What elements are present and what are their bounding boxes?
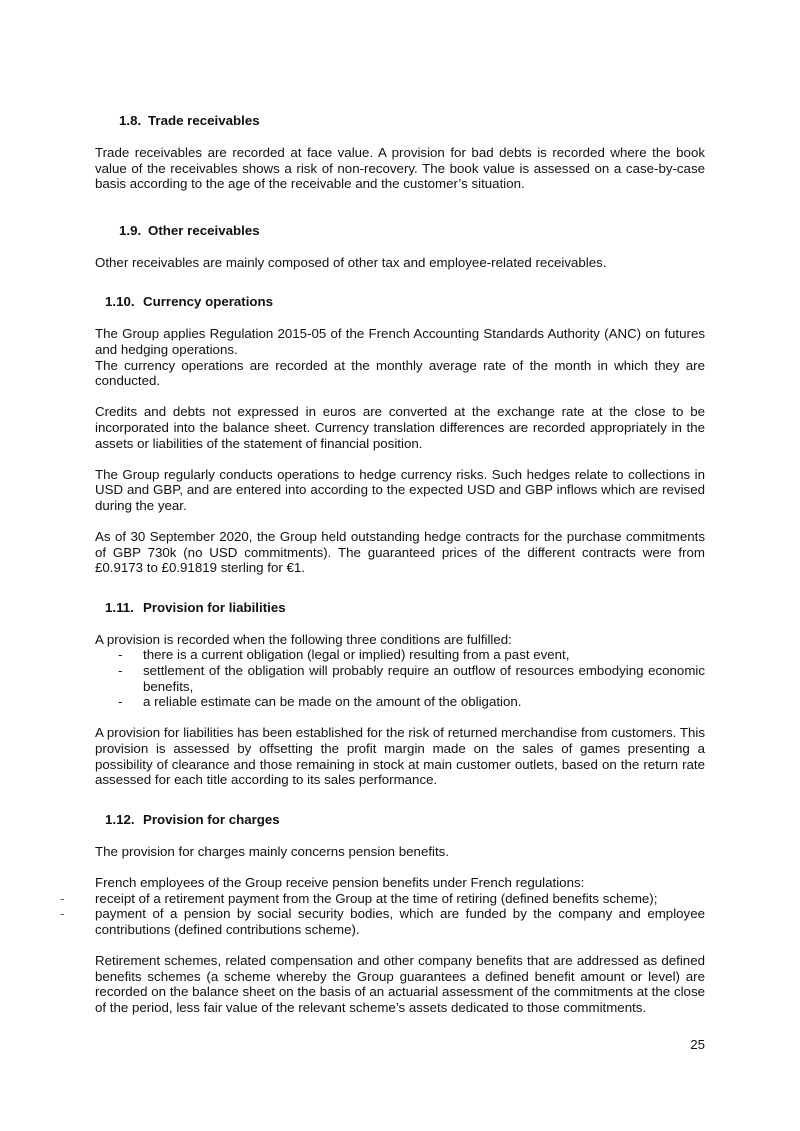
paragraph: The Group applies Regulation 2015-05 of the French Accounting Standards Authority (ANC) on futures and hedging operations. [95,326,705,357]
list-item: - a reliable estimate can be made on the amount of the obligation. [95,694,705,710]
conditions-list [95,647,705,709]
section-number: 1.9. [119,222,142,238]
section-heading-trade-receivables [95,113,705,129]
section-number: 1.8. [119,113,142,128]
paragraph: Trade receivables are recorded at face value. A provision for bad debts is recorded where the book value of the receivables shows a risk of non-recovery. The book value is assessed on a case-by-case basis according to the age of the receivable and the customer’s situation. [95,145,705,192]
paragraph: Other receivables are mainly composed of other tax and employee-related receivables. [95,254,607,270]
paragraph: The Group regularly conducts operations to hedge currency risks. Such hedges relate to collections in USD and GBP, and are entered into according to the expected USD and GBP inflows which are revised during the year. [95,466,705,513]
list-item: - receipt of a retirement payment from the Group at the time of retiring (defined benefits scheme); [95,891,705,907]
section-title: Currency operations [143,294,274,310]
paragraph: A provision is recorded when the following three conditions are fulfilled: [95,631,512,647]
section-title: Provision for liabilities [143,599,286,615]
section-title: Trade receivables [148,113,260,128]
paragraph: The provision for charges mainly concerns pension benefits. [95,843,450,859]
section-title: Provision for charges [143,811,280,827]
paragraph: A provision for liabilities has been established for the risk of returned merchandise from customers. This provision is assessed by offsetting the profit margin made on the sales of games presenting a possibility of clearance and those remaining in stock at main customer outlets, based on the return rate assessed for each title according to its sales performance. [95,725,705,788]
section-number: 1.12. [105,811,135,827]
paragraph: As of 30 September 2020, the Group held outstanding hedge contracts for the purchase commitments of GBP 730k (no USD commitments). The guaranteed prices of the different contracts were from £0.9173 to £0.91819 sterling for €1. [95,529,705,576]
section-heading-currency-operations [95,294,705,310]
paragraph: Retirement schemes, related compensation and other company benefits that are addressed as defined benefits schemes (a scheme whereby the Group guarantees a defined benefit amount or level) are recorded on the balance sheet on the basis of an actuarial assessment of the commitments at the close of the period, less fair value of the relevant scheme’s assets dedicated to those commitments. [95,952,705,1015]
section-number: 1.11. [105,599,134,615]
document-body [95,113,705,1015]
section-number: 1.10. [105,294,135,310]
list-item: - settlement of the obligation will probably require an outflow of resources embodying economic benefits, [95,663,705,694]
list-item: - payment of a pension by social security bodies, which are funded by the company and employee contributions (defined contributions scheme). [95,906,705,937]
section-title: Other receivables [148,222,260,238]
pension-benefits-list [95,891,705,938]
paragraph: The currency operations are recorded at the monthly average rate of the month in which they are conducted. [95,357,705,389]
list-item: - there is a current obligation (legal or implied) resulting from a past event, [95,647,705,663]
page-number: 25 [690,1037,705,1052]
section-heading-other-receivables [95,223,705,239]
section-heading-provision-for-liabilities [95,600,705,616]
paragraph: Credits and debts not expressed in euros are converted at the exchange rate at the close to be incorporated into the balance sheet. Currency translation differences are recorded appropriately in the assets or liabilities of the statement of financial position. [95,404,705,451]
paragraph: French employees of the Group receive pension benefits under French regulations: [95,875,585,890]
section-heading-provision-for-charges [95,812,705,828]
